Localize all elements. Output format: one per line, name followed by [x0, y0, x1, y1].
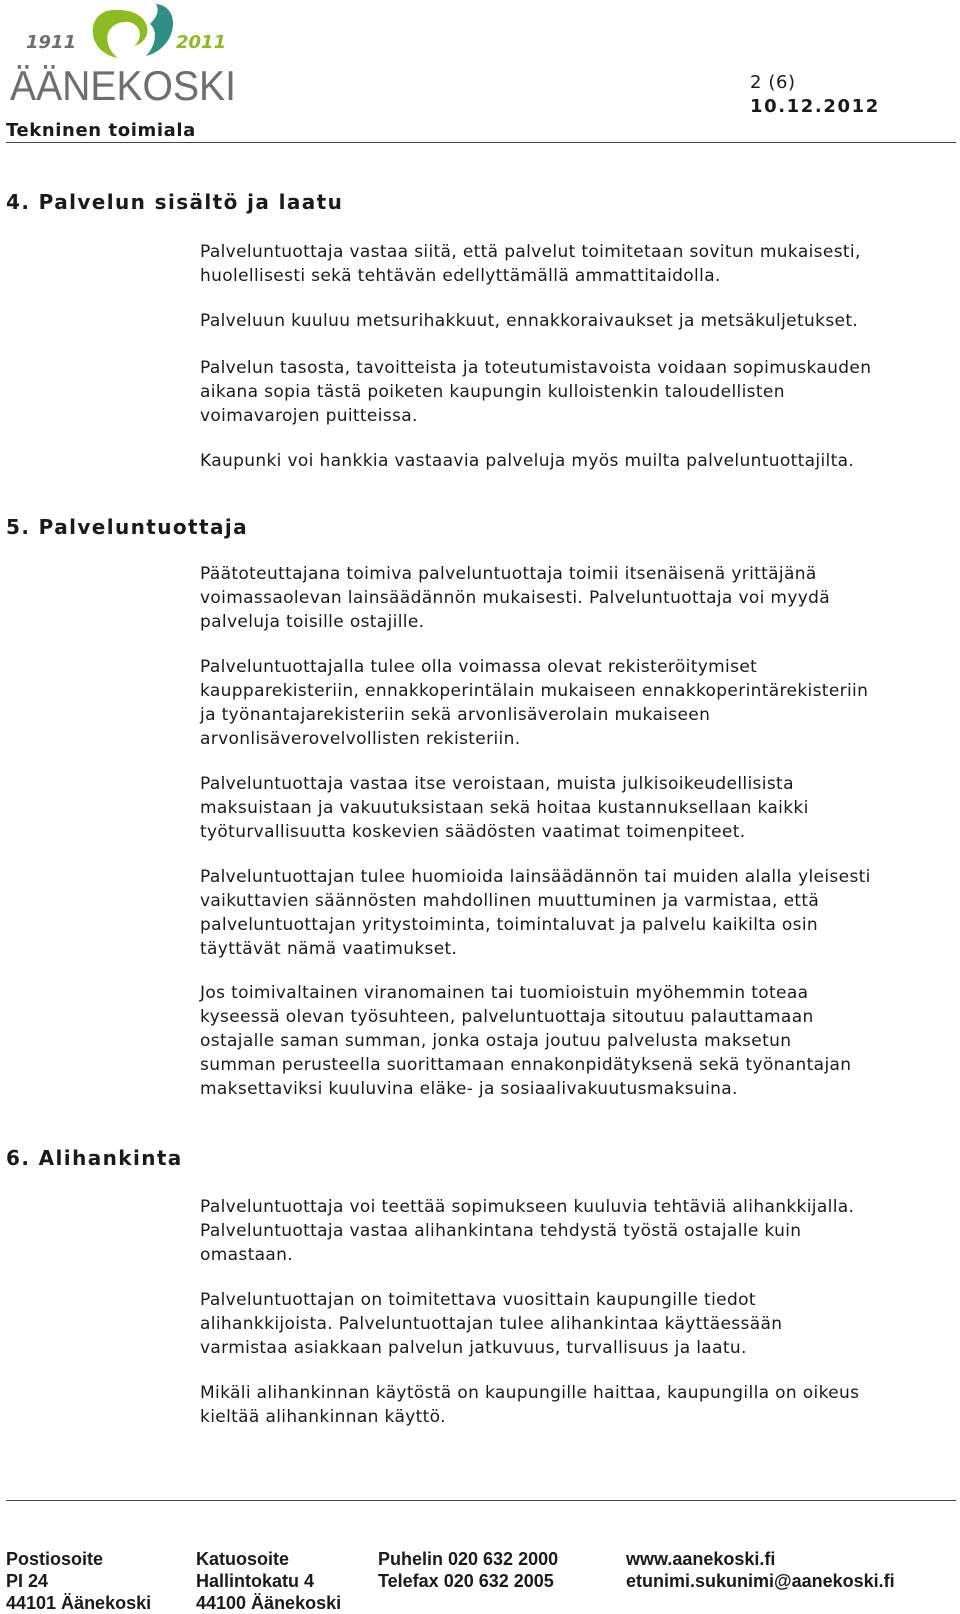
text-line: Päätoteuttajana toimiva palveluntuottaja toimii itsenäisenä yrittäjänä [200, 564, 817, 584]
footer-line: 44101 Äänekoski [6, 1593, 152, 1613]
text-line: Palveluntuottaja voi teettää sopimukseen kuuluvia tehtäviä alihankkijalla. [200, 1197, 855, 1217]
paragraph [200, 240, 960, 288]
text-line: täyttävät nämä vaatimukset. [200, 939, 458, 959]
paragraph [200, 981, 960, 1101]
footer-line: Hallintokatu 4 [196, 1571, 315, 1591]
text-line: omastaan. [200, 1245, 294, 1265]
text-line: huolellisesti sekä tehtävän edellyttämällä ammattitaidolla. [200, 266, 721, 286]
text-line: Jos toimivaltainen viranomainen tai tuomioistuin myöhemmin toteaa [200, 983, 809, 1003]
text-line: voimassaolevan lainsäädännön mukaisesti. Palveluntuottaja voi myydä [200, 588, 831, 608]
aanekoski-logo [6, 0, 242, 108]
paragraph [200, 1195, 960, 1267]
text-line: palveluntuottajan yritystoiminta, toimintaluvat ja palvelu kaikilta osin [200, 915, 819, 935]
paragraph [200, 1381, 960, 1429]
text-line: Palvelun tasosta, tavoitteista ja toteutumistavoista voidaan sopimuskauden [200, 358, 872, 378]
section-heading: 4. Palvelun sisältö ja laatu [6, 190, 344, 214]
footer-line: Telefax 020 632 2005 [378, 1571, 554, 1591]
footer-line: Postiosoite [6, 1549, 104, 1569]
text-line: Palveluun kuuluu metsurihakkuut, ennakkoraivaukset ja metsäkuljetukset. [200, 311, 859, 331]
logo-year-left: 1911 [26, 32, 77, 53]
text-line: arvonlisäverovelvollisten rekisteriin. [200, 729, 521, 749]
text-line: Palveluntuottajan on toimitettava vuosittain kaupungille tiedot [200, 1290, 756, 1310]
text-line: kyseessä olevan työsuhteen, palveluntuottaja sitoutuu palauttamaan [200, 1007, 814, 1027]
text-line: Palveluntuottaja vastaa itse veroistaan, muista julkisoikeudellisista [200, 774, 794, 794]
text-line: maksuistaan ja vakuutuksistaan sekä hoitaa kustannuksellaan kaikki [200, 798, 809, 818]
footer-website-link[interactable]: www.aanekoski.fi [626, 1549, 776, 1569]
footer-web-email [626, 1548, 895, 1592]
text-line: Palveluntuottajan tulee huomioida lainsäädännön tai muiden alalla yleisesti [200, 867, 871, 887]
text-line: varmistaa asiakkaan palvelun jatkuvuus, turvallisuus ja laatu. [200, 1338, 747, 1358]
paragraph [200, 309, 960, 333]
section-heading: 6. Alihankinta [6, 1146, 183, 1170]
text-line: kaupparekisteriin, ennakkoperintälain mukaiseen ennakkoperintärekisteriin [200, 681, 869, 701]
paragraph [200, 865, 960, 961]
paragraph [200, 562, 960, 634]
text-line: ostajalle saman summan, jonka ostaja joutuu palvelusta maksetun [200, 1031, 792, 1051]
paragraph [200, 356, 960, 428]
text-line: maksettaviksi kuuluvina eläke- ja sosiaalivakuutusmaksuina. [200, 1079, 738, 1099]
footer-line: Puhelin 020 632 2000 [378, 1549, 559, 1569]
footer-divider [6, 1500, 956, 1501]
document-date: 10.12.2012 [750, 96, 880, 117]
logo-year-right: 2011 [176, 32, 227, 53]
paragraph [200, 655, 960, 751]
text-line: Palveluntuottaja vastaa alihankintana tehdystä työstä ostajalle kuin [200, 1221, 802, 1241]
text-line: Palveluntuottaja vastaa siitä, että palvelut toimitetaan sovitun mukaisesti, [200, 242, 861, 262]
text-line: Kaupunki voi hankkia vastaavia palveluja myös muilta palveluntuottajilta. [200, 451, 855, 471]
text-line: vaikuttavien säännösten mahdollinen muuttuminen ja varmistaa, että [200, 891, 820, 911]
page-number: 2 (6) [750, 72, 796, 93]
text-line: Mikäli alihankinnan käytöstä on kaupungille haittaa, kaupungilla on oikeus [200, 1383, 860, 1403]
logo-wordmark: ÄÄNEKOSKI [10, 62, 236, 108]
text-line: palveluja toisille ostajille. [200, 612, 425, 632]
footer-phone [378, 1548, 558, 1592]
department-name: Tekninen toimiala [6, 120, 196, 141]
text-line: alihankkijoista. Palveluntuottajan tulee alihankintaa käyttäessään [200, 1314, 783, 1334]
text-line: Palveluntuottajalla tulee olla voimassa olevat rekisteröitymiset [200, 657, 758, 677]
footer-street-address [196, 1548, 341, 1614]
text-line: kieltää alihankinnan käyttö. [200, 1407, 446, 1427]
footer-line: 44100 Äänekoski [196, 1593, 342, 1613]
text-line: summan perusteella suorittamaan ennakonpidätyksenä sekä työnantajan [200, 1055, 852, 1075]
text-line: aikana sopia tästä poiketen kaupungin kulloistenkin taloudellisten [200, 382, 785, 402]
section-heading: 5. Palveluntuottaja [6, 515, 248, 539]
paragraph [200, 1288, 960, 1360]
footer-line: Katuosoite [196, 1549, 290, 1569]
paragraph [200, 449, 960, 473]
text-line: voimavarojen puitteissa. [200, 406, 418, 426]
footer-email-link[interactable]: etunimi.sukunimi@aanekoski.fi [626, 1571, 895, 1591]
logo-leaf-icon [93, 10, 148, 58]
text-line: työturvallisuutta koskevien säädösten vaatimat toimenpiteet. [200, 822, 746, 842]
text-line: ja työnantajarekisteriin sekä arvonlisäverolain mukaiseen [200, 705, 711, 725]
footer-line: PI 24 [6, 1571, 49, 1591]
header-divider [6, 142, 956, 143]
footer-postal-address [6, 1548, 151, 1614]
paragraph [200, 772, 960, 844]
